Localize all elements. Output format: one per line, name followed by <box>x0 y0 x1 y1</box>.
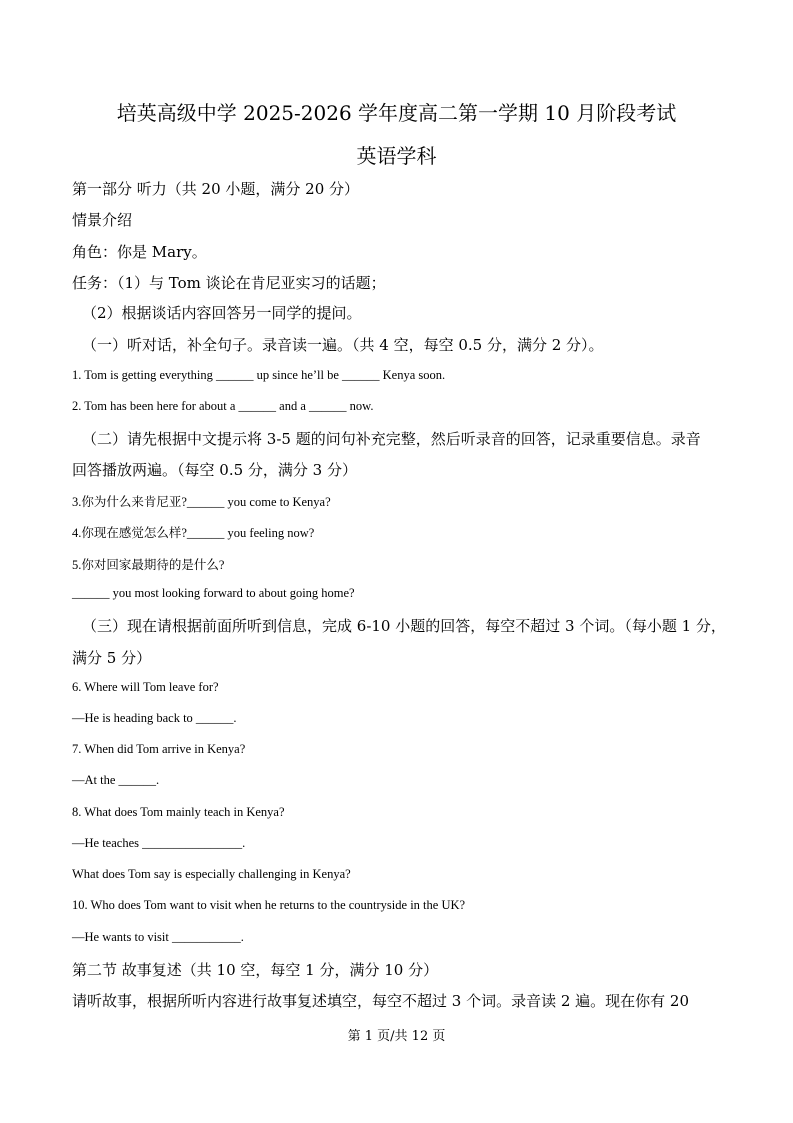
section2-heading-line2: 回答播放两遍。（每空 0.5 分，满分 3 分） <box>72 461 357 479</box>
section3-heading-line1: （三）现在请根据前面所听到信息，完成 6-10 小题的回答，每空不超过 3 个词。（每小题 1 分， <box>82 617 726 635</box>
question-8: 8. What does Tom mainly teach in Kenya? <box>72 805 285 819</box>
section1-heading: （一）听对话，补全句子。录音读一遍。（共 4 空，每空 0.5 分，满分 2 分）。 <box>82 336 604 354</box>
part2-instructions: 请听故事，根据所听内容进行故事复述填空，每空不超过 3 个词。录音读 2 遍。现在你有 20 <box>72 992 690 1010</box>
question-10-answer: —He wants to visit ___________. <box>72 930 244 944</box>
page-number: 第 1 页/共 12 页 <box>347 1029 446 1044</box>
role-line: 角色：你是 Mary。 <box>72 243 207 261</box>
task-line-2: （2）根据谈话内容回答另一同学的提问。 <box>82 304 362 322</box>
question-6: 6. Where will Tom leave for? <box>72 680 219 694</box>
question-6-answer: —He is heading back to ______. <box>72 711 237 725</box>
section2-heading-line1: （二）请先根据中文提示将 3-5 题的问句补充完整，然后听录音的回答，记录重要信息。录音 <box>82 430 701 448</box>
question-9: What does Tom say is especially challenging in Kenya? <box>72 867 351 881</box>
question-2: 2. Tom has been here for about a ______ and a ______ now. <box>72 399 374 413</box>
question-5: 5.你对回家最期待的是什么? <box>72 558 225 572</box>
part2-heading: 第二节 故事复述（共 10 空，每空 1 分，满分 10 分） <box>72 961 439 979</box>
question-5-answer: ______ you most looking forward to about going home? <box>72 586 355 600</box>
question-10: 10. Who does Tom want to visit when he returns to the countryside in the UK? <box>72 898 466 912</box>
exam-title: 培英高级中学 2025-2026 学年度高二第一学期 10 月阶段考试 <box>116 101 677 125</box>
question-4: 4.你现在感觉怎么样?______ you feeling now? <box>72 526 315 540</box>
question-8-answer: —He teaches ________________. <box>72 836 246 850</box>
section3-heading-line2: 满分 5 分） <box>72 649 152 667</box>
question-7: 7. When did Tom arrive in Kenya? <box>72 742 246 756</box>
scenario-label: 情景介绍 <box>72 211 133 229</box>
question-1: 1. Tom is getting everything ______ up since he’ll be ______ Kenya soon. <box>72 368 446 382</box>
subject-title: 英语学科 <box>356 144 437 168</box>
task-line-1: 任务：（1）与 Tom 谈论在肯尼亚实习的话题； <box>72 274 386 292</box>
part1-heading: 第一部分 听力（共 20 小题，满分 20 分） <box>72 180 360 198</box>
question-3: 3.你为什么来肯尼亚?______ you come to Kenya? <box>72 495 331 509</box>
question-7-answer: —At the ______. <box>72 773 160 787</box>
